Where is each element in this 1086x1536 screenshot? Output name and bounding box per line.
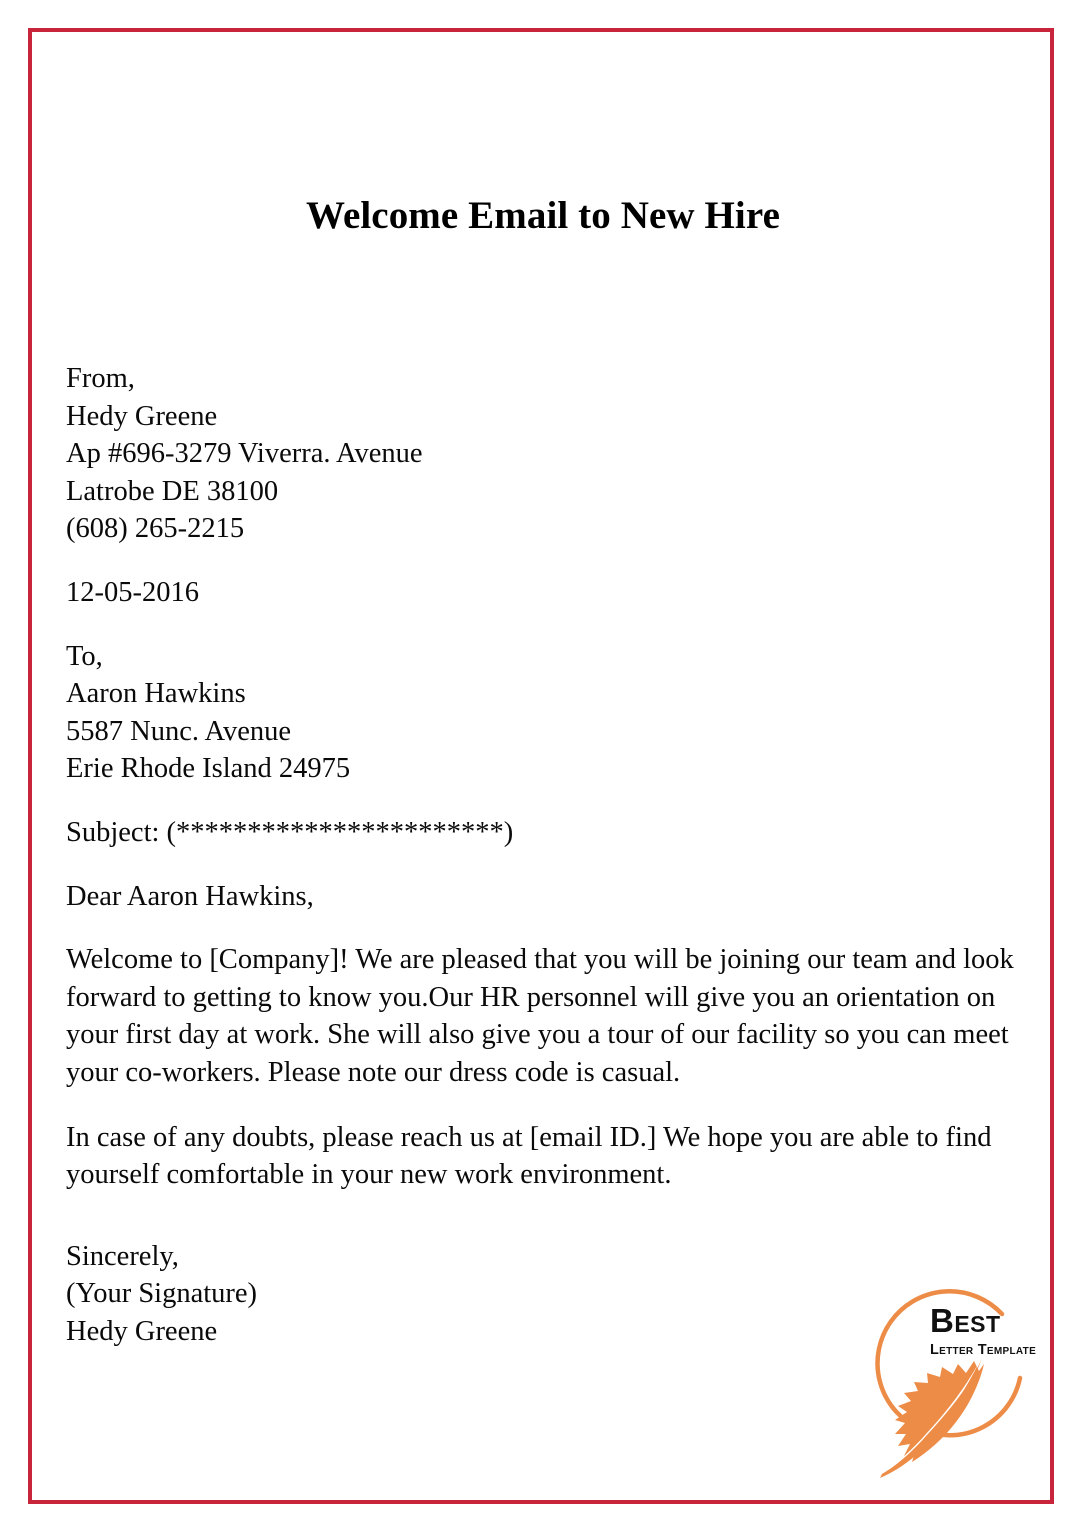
salutation: Dear Aaron Hawkins, [66, 880, 314, 912]
letter-body [66, 360, 1018, 1350]
brand-logo [852, 1286, 1048, 1486]
recipient-city-state-zip: Erie Rhode Island 24975 [66, 753, 351, 785]
sender-street: Ap #696-3279 Viverra. Avenue [66, 438, 423, 470]
valediction: Sincerely, [66, 1240, 179, 1272]
body-paragraph-2: In case of any doubts, please reach us at [email ID.] We hope you are able to find yourself comfortable in your new work environment. [66, 1121, 992, 1191]
letter-date: 12-05-2016 [66, 576, 199, 608]
salutation-block [66, 878, 1018, 916]
sender-phone: (608) 265-2215 [66, 513, 245, 545]
sender-label: From, [66, 363, 135, 394]
closing-sender-name: Hedy Greene [66, 1315, 218, 1347]
body-paragraph-1: Welcome to [Company]! We are pleased that you will be joining our team and look forward to getting to know you.Our HR personnel will give you an orientation on your first day at work. She will also give you a tour of our facility so you can meet your co-workers. Please note our dress code is casual. [66, 944, 1014, 1088]
page-title: Welcome Email to New Hire [306, 194, 780, 237]
sender-address-block [66, 360, 1018, 548]
recipient-label: To, [66, 640, 103, 672]
signature-placeholder: (Your Signature) [66, 1278, 258, 1310]
subject-block [66, 814, 1018, 852]
closing-spacer [66, 1221, 1018, 1238]
logo-tagline: Letter Template [930, 1342, 1037, 1358]
subject-line: Subject: (***********************) [66, 816, 514, 848]
recipient-street: 5587 Nunc. Avenue [66, 715, 292, 747]
recipient-address-block [66, 638, 1018, 788]
date-block [66, 574, 1018, 612]
sender-city-state-zip: Latrobe DE 38100 [66, 475, 279, 507]
logo-brand-name: Best [930, 1302, 1001, 1339]
recipient-name: Aaron Hawkins [66, 678, 246, 710]
sender-name: Hedy Greene [66, 400, 218, 432]
logo-text-group [930, 1304, 1050, 1359]
